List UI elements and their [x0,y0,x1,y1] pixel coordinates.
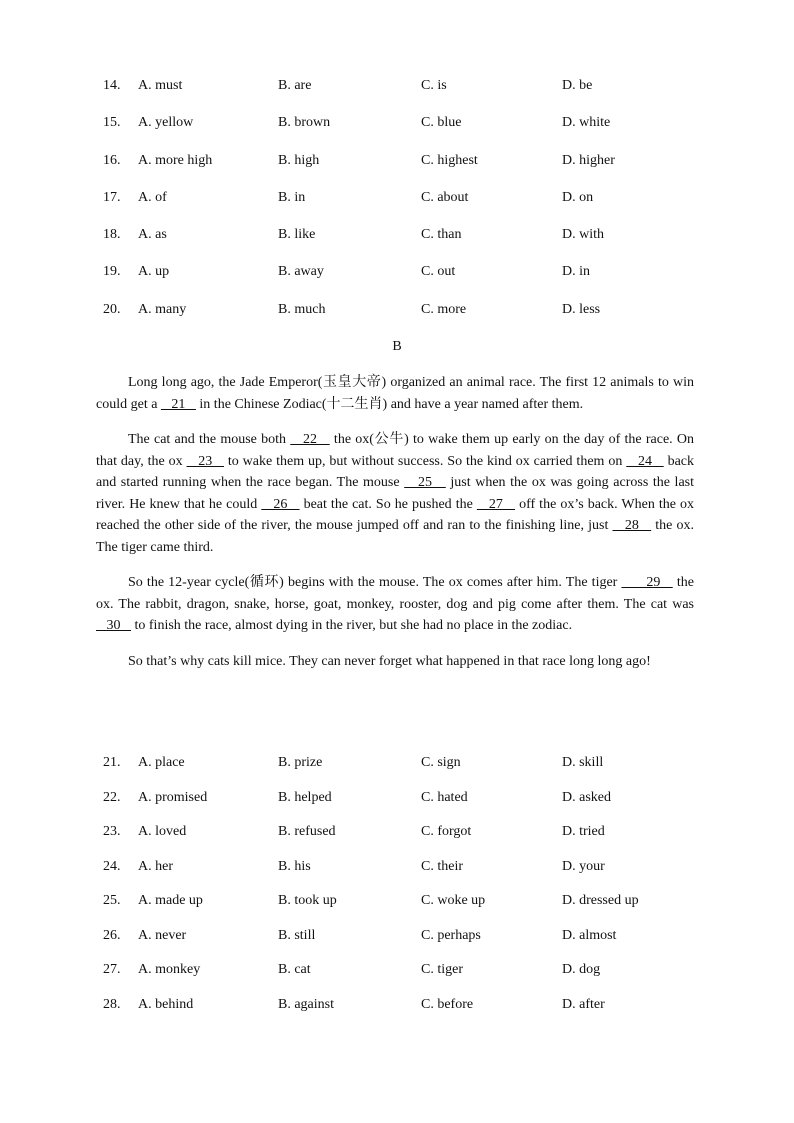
question-number: 15. [103,115,121,131]
passage-text: the ox(公牛) to wake them up early on the day of the race. On that day, the ox [96,432,695,469]
question-row [0,76,794,113]
question-row [0,857,794,892]
option-a: A. promised [138,789,208,805]
question-row [0,788,794,823]
question-row [0,753,794,788]
option-d: D. in [562,264,590,280]
option-c: C. than [421,227,462,243]
question-number: 25. [103,893,121,908]
blank-21: 21 [160,396,196,412]
question-number: 23. [103,824,121,839]
option-a: A. yellow [138,115,194,131]
option-b: B. refused [278,824,336,839]
option-c: C. blue [421,115,462,131]
options-list-14-20 [0,76,794,337]
option-d: D. be [562,78,593,93]
option-c: C. their [421,858,463,874]
option-d: D. tried [562,824,605,839]
question-number: 28. [103,996,121,1012]
blank-24: 24 [626,453,664,469]
question-number: 16. [103,152,121,168]
passage-text: to wake them up, but without success. So the kind ox carried them on [223,453,627,469]
option-c: C. perhaps [421,927,481,943]
option-b: B. helped [278,789,332,805]
question-number: 17. [103,189,121,205]
option-b: B. prize [278,755,323,770]
option-a: A. up [138,264,170,280]
question-row [0,891,794,926]
passage-text: just when the ox was going across the last river. He knew that he could [96,475,695,512]
question-number: 19. [103,264,121,280]
option-d: D. less [562,301,601,317]
blank-22: 22 [290,432,330,447]
option-b: B. still [278,927,316,943]
option-d: D. after [562,996,605,1012]
section-title: B [392,339,402,354]
option-b: B. much [278,301,326,317]
question-number: 18. [103,227,121,243]
option-a: A. her [138,858,173,874]
option-d: D. on [562,189,594,205]
blank-25: 25 [404,475,446,490]
option-d: D. your [562,858,605,874]
blank-27: 27 [476,496,516,512]
question-number: 20. [103,301,121,317]
question-number: 24. [103,858,121,874]
option-c: C. sign [421,755,461,770]
option-c: C. about [421,189,469,205]
option-b: B. in [278,189,306,205]
option-a: A. monkey [138,962,201,977]
question-number: 14. [103,78,121,93]
question-number: 21. [103,755,121,770]
passage-text: back and started running when the race began. The mouse [96,453,695,490]
question-row [0,151,794,188]
option-b: B. like [278,227,316,243]
option-c: C. highest [421,152,478,168]
blank-28: 28 [612,518,652,533]
option-c: C. forgot [421,824,472,839]
option-a: A. as [138,227,167,243]
option-a: A. more high [138,152,213,168]
question-row [0,995,794,1030]
option-d: D. skill [562,755,604,770]
option-d: D. dressed up [562,893,639,908]
option-c: C. before [421,996,474,1012]
question-number: 26. [103,927,121,943]
option-d: D. white [562,115,611,131]
question-row [0,822,794,857]
question-row [0,113,794,150]
question-number: 27. [103,962,121,977]
option-a: A. of [138,189,167,205]
option-b: B. took up [278,893,337,908]
option-d: D. almost [562,927,617,943]
blank-30: 30 [96,618,131,633]
option-a: A. made up [138,893,203,908]
question-row [0,225,794,262]
option-d: D. with [562,227,604,243]
option-a: A. place [138,755,185,770]
passage-text: The cat and the mouse both [128,432,291,447]
question-row [0,926,794,961]
passage-paragraph-3 [96,572,694,637]
blank-26: 26 [261,496,300,512]
passage-text: Long long ago, the Jade Emperor(玉皇大帝) organized an animal race. The first 12 animals to win could get a [96,375,694,412]
option-b: B. brown [278,115,331,131]
question-number: 22. [103,789,121,805]
option-a: A. must [138,78,183,93]
option-c: C. is [421,78,447,93]
option-d: D. higher [562,152,615,168]
passage-text: in the Chinese Zodiac(十二生肖) and have a year named after them. [195,396,584,412]
question-row [0,188,794,225]
option-a: A. many [138,301,187,317]
option-c: C. hated [421,789,468,805]
option-a: A. loved [138,824,187,839]
option-a: A. behind [138,996,194,1012]
option-b: B. away [278,264,324,280]
question-row [0,960,794,995]
passage-paragraph-4: So that’s why cats kill mice. They can never forget what happened in that race long long ago! [128,653,651,669]
question-row [0,262,794,299]
blank-29: 29 [621,575,673,590]
option-b: B. high [278,152,320,168]
passage-text: the ox. The rabbit, dragon, snake, horse, goat, monkey, rooster, dog and pig come after them. The cat was [96,575,694,612]
option-c: C. woke up [421,893,486,908]
option-c: C. more [421,301,467,317]
option-c: C. out [421,264,456,280]
passage-paragraph-1 [96,372,694,415]
passage-text: beat the cat. So he pushed the [299,496,477,512]
passage-text: off the ox’s back. When the ox reached the other side of the river, the mouse jumped off and ran to the finishing line, just [96,496,695,533]
question-row [0,300,794,337]
option-b: B. against [278,996,334,1012]
option-b: B. cat [278,962,311,977]
option-a: A. never [138,927,187,943]
reading-passage [96,372,694,686]
passage-text: the ox. The tiger came third. [96,518,695,555]
option-d: D. dog [562,962,601,977]
option-c: C. tiger [421,962,463,977]
option-b: B. his [278,858,311,874]
blank-23: 23 [186,453,224,469]
options-list-21-28 [0,753,794,1029]
passage-text: to finish the race, almost dying in the river, but she had no place in the zodiac. [131,618,573,633]
option-d: D. asked [562,789,611,805]
option-b: B. are [278,78,312,93]
passage-text: So the 12-year cycle(循环) begins with the mouse. The ox comes after him. The tiger [128,575,622,590]
passage-paragraph-2 [96,429,694,558]
